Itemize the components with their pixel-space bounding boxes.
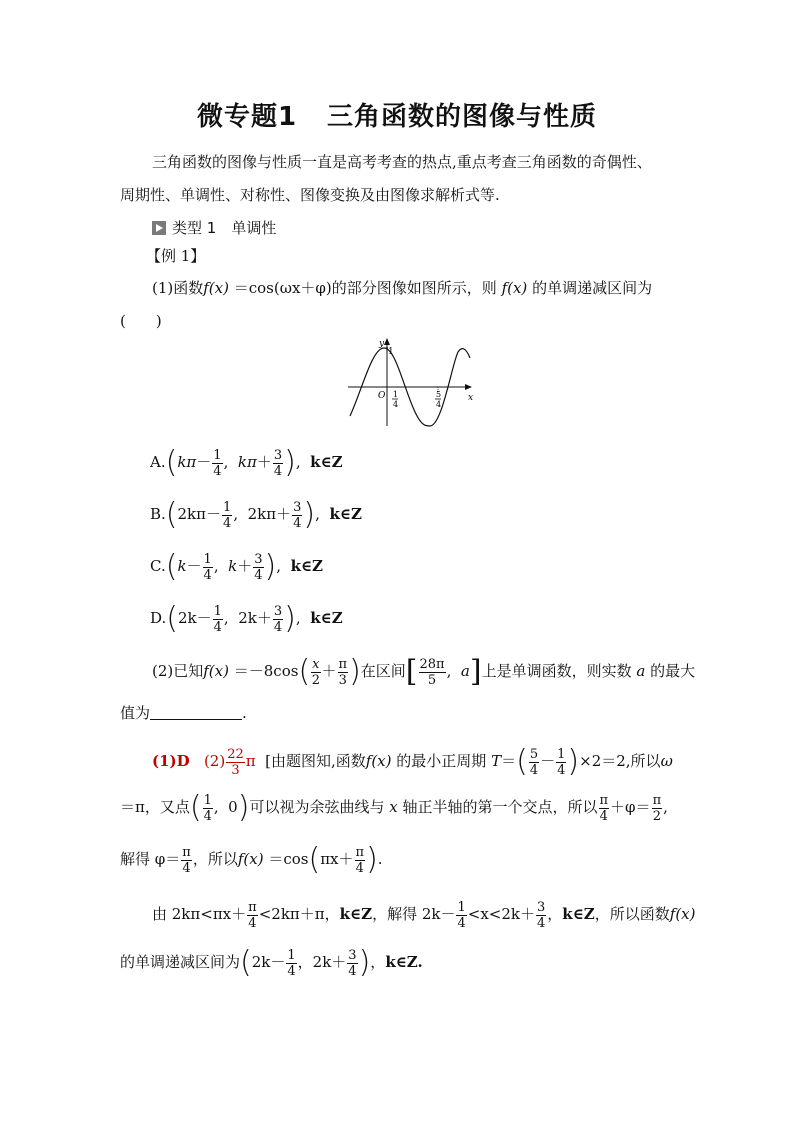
x-axis-label: x bbox=[468, 393, 474, 403]
title-main: 微专题1 bbox=[196, 102, 298, 132]
answer-blank[interactable] bbox=[150, 705, 242, 720]
option-b[interactable]: B.(2kπ－ $\frac{1}{4}$ , 2kπ＋ $\frac{3}{4}$ ), k∈Z bbox=[150, 497, 362, 532]
tick1-num: 1 bbox=[393, 390, 399, 399]
question-2-line-2: 值为 . bbox=[120, 704, 247, 722]
cosine-graph bbox=[346, 334, 476, 430]
title-sub: 三角函数的图像与性质 bbox=[327, 102, 598, 132]
x-axis-arrow bbox=[465, 384, 472, 390]
tick2-num: 5 bbox=[436, 390, 442, 399]
section-label: 类型 1 bbox=[172, 219, 217, 237]
intro-line-1: 三角函数的图像与性质一直是高考考查的热点,重点考查三角函数的奇偶性、 bbox=[152, 153, 652, 171]
question-1-paren: ( ) bbox=[120, 312, 162, 330]
answer-line-1: (1)D (2) $\frac{22}{3}$ π [由题图知,函数f(x) 的最小正周期 T＝( $\frac{5}{4}$ － $\frac{1}{4}$ )×2＝2,所以ω bbox=[152, 744, 673, 779]
option-c[interactable]: C.(k－ $\frac{1}{4}$ , k＋ $\frac{3}{4}$ ), k∈Z bbox=[150, 549, 324, 584]
play-triangle-icon bbox=[152, 221, 166, 235]
section-name: 单调性 bbox=[231, 219, 277, 237]
option-d[interactable]: D.(2k－ $\frac{1}{4}$ , 2k＋ $\frac{3}{4}$ ), k∈Z bbox=[150, 601, 343, 636]
question-2: (2)已知f(x) ＝－8cos( $\frac{x}{2}$ ＋ $\frac{\pi}{3}$ )在区间[ $\frac{28\pi}{5}$ , a]上是单调函数，则实数 a 的最大 bbox=[152, 654, 696, 689]
section-heading bbox=[152, 218, 276, 238]
y-value-one: 1 bbox=[388, 347, 394, 357]
question-1: (1)函数f(x) ＝cos(ωx＋φ)的部分图像如图所示，则 f(x) 的单调递减区间为 bbox=[152, 279, 653, 297]
example-label: 【例 1】 bbox=[146, 247, 206, 265]
answer-line-3: 解得 φ＝ $\frac{\pi}{4}$ ，所以f(x) ＝cos(πx＋ $\frac{\pi}{4}$ ). bbox=[120, 842, 383, 877]
answer-line-4: 由 2kπ<πx＋ $\frac{\pi}{4}$ <2kπ＋π，k∈Z，解得 2k－ $\frac{1}{4}$ <x<2k＋ $\frac{3}{4}$ ，k∈Z，所以函数f(x) bbox=[152, 899, 696, 931]
page-title bbox=[0, 96, 794, 133]
tick1-den: 4 bbox=[393, 400, 399, 409]
answer-line-2: ＝π，又点( $\frac{1}{4}$ , 0)可以视为余弦曲线与 x 轴正半轴的第一个交点，所以 $\frac{\pi}{4}$ ＋φ＝ $\frac{\pi}{2}$ , bbox=[120, 790, 668, 825]
answer-line-5: 的单调递减区间为(2k－ $\frac{1}{4}$ ，2k＋ $\frac{3}{4}$ )，k∈Z. bbox=[120, 945, 423, 980]
y-axis-arrow bbox=[384, 338, 390, 345]
option-a[interactable]: A.(kπ－ $\frac{1}{4}$ , kπ＋ $\frac{3}{4}$ ), k∈Z bbox=[150, 445, 343, 480]
origin-label: O bbox=[378, 391, 386, 401]
y-axis-label: y bbox=[379, 339, 385, 349]
intro-line-2: 周期性、单调性、对称性、图像变换及由图像求解析式等. bbox=[120, 186, 500, 204]
tick2-den: 4 bbox=[436, 400, 442, 409]
